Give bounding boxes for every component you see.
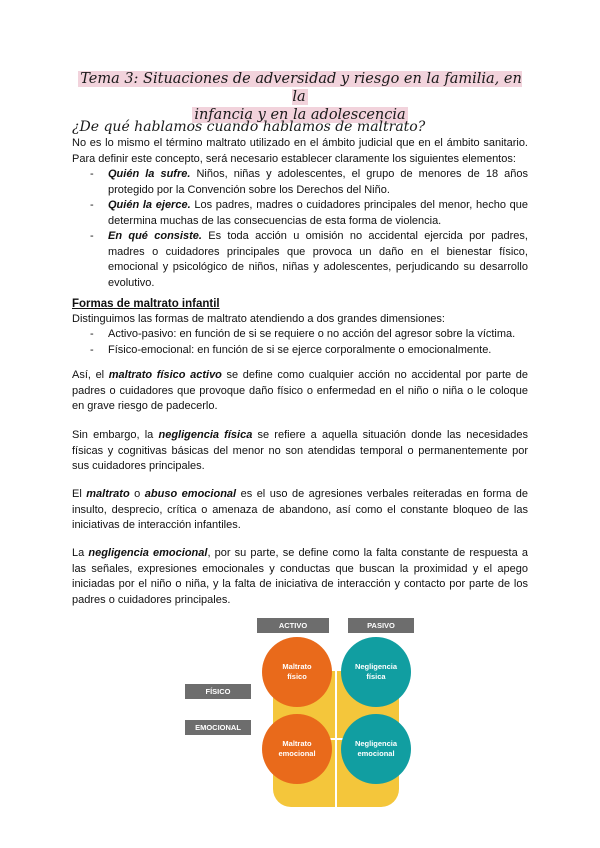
row-label-fisico: FÍSICO (185, 684, 251, 699)
term: abuso emocional (144, 488, 237, 500)
section-intro: No es lo mismo el término maltrato utilizado en el ámbito judicial que en el ámbito sanitario. Para definir este concepto, será necesario establecer claramente los siguientes elementos: (72, 137, 528, 165)
paragraph-emotional-abuse: El maltrato o abuso emocional es el uso de agresiones verbales reiteradas en forma de insulto, desprecio, crítica o amenaza de abandono, así como el constante bloqueo de las iniciativas de interacción infantiles. (72, 488, 529, 531)
circle-maltrato-emocional: Maltrato emocional (262, 714, 332, 784)
bullet-text: Niños, niñas y adolescentes, el grupo de menores de 18 años protegido por la Convención sobre los Derechos del Niño. (108, 168, 528, 196)
bullet-lead: Quién la ejerce. (108, 199, 191, 211)
circle-maltrato-fisico: Maltrato físico (262, 637, 332, 707)
bullet-text: Físico-emocional: en función de si se ejerce corporalmente o emocionalmente. (108, 343, 492, 356)
term: maltrato físico activo (108, 369, 222, 381)
list-item: - Quién la sufre. Niños, niñas y adolescentes, el grupo de menores de 18 años protegido por la Convención sobre los Derechos del Niño. (90, 168, 528, 196)
forms-intro: Distinguimos las formas de maltrato atendiendo a dos grandes dimensiones: (72, 313, 445, 325)
forms-heading: Formas de maltrato infantil (72, 298, 220, 310)
list-item: - En qué consiste. Es toda acción u omisión no accidental ejercida por padres, madres o cuidadores principales que provoca un daño en el bienestar físico, emocional y psicológico de niños, niñas y adolescentes, perjudicando su desarrollo evolutivo. (90, 230, 528, 289)
row-label-emocional: EMOCIONAL (185, 720, 251, 735)
term: negligencia emocional (88, 547, 208, 559)
definition-list (72, 167, 528, 291)
bullet-lead: En qué consiste. (108, 230, 202, 242)
circle-negligencia-emocional: Negligencia emocional (341, 714, 411, 784)
forms-list (72, 327, 528, 358)
maltreatment-matrix-diagram (185, 616, 417, 828)
term: maltrato (86, 488, 130, 500)
bullet-lead: Quién la sufre. (108, 168, 191, 180)
list-item: - Quién la ejerce. Los padres, madres o cuidadores principales del menor, hecho que determina muchas de las consecuencias de esta forma de violencia. (90, 199, 529, 227)
bullet-text: Es toda acción u omisión no accidental ejercida por padres, madres o cuidadores principales que provoca un daño en el bienestar físico, emocional y psicológico de niños, niñas y adolescentes, perjudicando su desarrollo evolutivo. (108, 230, 528, 289)
list-item: - Físico-emocional: en función de si se ejerce corporalmente o emocionalmente. (90, 343, 492, 356)
bullet-text: Activo-pasivo: en función de si se requiere o no acción del agresor sobre la víctima. (108, 328, 516, 340)
col-label-activo: ACTIVO (257, 618, 329, 633)
divider (335, 671, 337, 807)
section-heading: ¿De qué hablamos cuando hablamos de maltrato? (72, 119, 426, 135)
document-title (74, 70, 526, 124)
title-line-1: Tema 3: Situaciones de adversidad y riesgo en la familia, en la (80, 71, 522, 105)
paragraph-physical-neglect: Sin embargo, la negligencia física se refiere a aquella situación donde las necesidades físicas y cognitivas básicas del menor no son atendidas temporal o permanentemente por sus cuidadores principales. (72, 429, 528, 472)
list-item: - Activo-pasivo: en función de si se requiere o no acción del agresor sobre la víctima. (90, 328, 516, 340)
title-line-2: infancia y en la adolescencia (194, 107, 406, 123)
circle-negligencia-fisica: Negligencia física (341, 637, 411, 707)
term: negligencia física (158, 429, 253, 441)
col-label-pasivo: PASIVO (348, 618, 414, 633)
paragraph-physical-abuse: Así, el maltrato físico activo se define como cualquier acción no accidental por parte de padres o cuidadores que provoque daño físico o enfermedad en el niño o niña o le coloque en grave riesgo de padecerlo. (72, 369, 528, 412)
bullet-text: Los padres, madres o cuidadores principales del menor, hecho que determina muchas de las consecuencias de esta forma de violencia. (108, 199, 529, 227)
paragraph-emotional-neglect: La negligencia emocional, por su parte, se define como la falta constante de respuesta a las señales, expresiones emocionales y conductas que buscan la proximidad y el apego iniciadas por el niño o niña, y la falta de iniciativa de interacción y contacto por parte de los padres o cuidadores principales. (72, 547, 528, 606)
